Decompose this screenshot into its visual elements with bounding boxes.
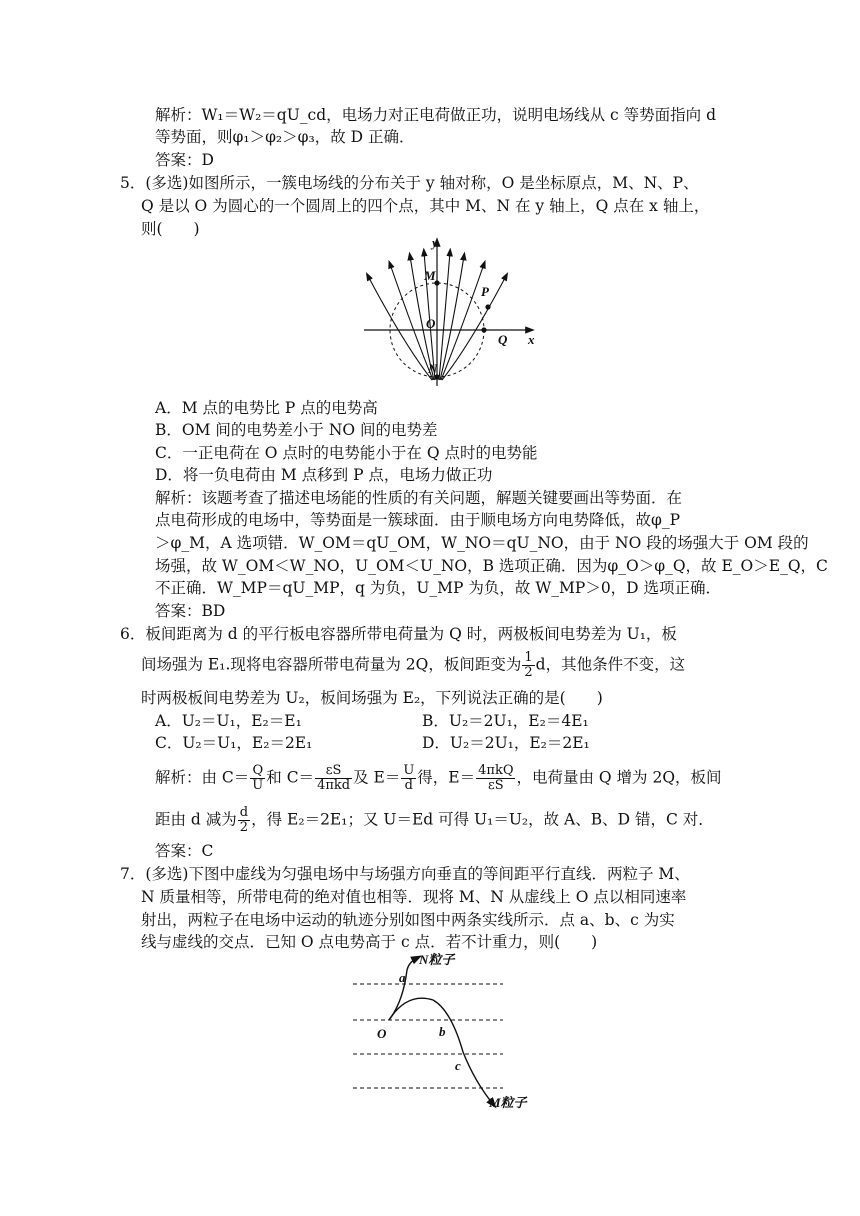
q6-stem-line2 [141, 651, 685, 680]
q7-trajectory-figure [345, 952, 545, 1112]
q6-analysis-c: 及 E＝ [353, 768, 401, 787]
q5-analysis-4: 场强，故 W_OM＜W_NO，U_OM＜U_NO，B 选项正确．因为φ_O＞φ_Q，故 E_O＞E_Q，C [155, 557, 828, 575]
q4-analysis-line1: 解析：W₁＝W₂＝qU_cd，电场力对正电荷做正功，说明电场线从 c 等势面指向 d [155, 106, 717, 124]
q4-analysis-line2: 等势面，则φ₁＞φ₂＞φ₃，故 D 正确． [155, 128, 415, 146]
q6-option-d: D．U₂＝2U₁，E₂＝2E₁ [422, 734, 590, 752]
q5-analysis-2: 点电荷形成的电场中，等势面是一簇球面．由于顺电场方向电势降低，故φ_P [155, 511, 681, 529]
q6-analysis-d: 得，E＝ [417, 768, 476, 787]
q6-stem-line2-a: 间场强为 E₁.现将电容器所带电荷量为 2Q，板间距变为 [141, 655, 522, 674]
fig7-b-label: b [439, 1024, 446, 1039]
frac-num: U [403, 763, 415, 778]
fig5-N-label: N [428, 361, 438, 376]
q7-stem-line1: 7．(多选)下图中虚线为匀强电场中与场强方向垂直的等间距平行直线．两粒子 M、 [120, 865, 690, 883]
fig5-y-label: y [432, 236, 438, 250]
q6-option-b: B．U₂＝2U₁，E₂＝4E₁ [422, 712, 589, 730]
q5-stem-line1: 5．(多选)如图所示，一簇电场线的分布关于 y 轴对称，O 是坐标原点，M、N、P、 [120, 174, 699, 192]
q6-analysis2-a: 距由 d 减为 [155, 810, 237, 829]
frac-den: 2 [239, 820, 249, 835]
formula-d-half [238, 806, 250, 835]
frac-den: 4πkd [317, 778, 351, 793]
fig7-M-label: M粒子 [489, 1095, 527, 1110]
frac-num: εS [315, 764, 352, 779]
q5-option-c: C．一正电荷在 O 点时的电势能小于在 Q 点时的电势能 [155, 444, 538, 462]
fig5-O-label: O [426, 316, 436, 331]
frac-num: d [239, 805, 249, 820]
frac-num: 1 [524, 650, 533, 665]
formula-e-result [476, 764, 515, 793]
frac-num: Q [250, 764, 265, 779]
fig7-c-label: c [455, 1058, 461, 1073]
q4-answer: 答案：D [155, 151, 214, 169]
q5-option-d: D．将一负电荷由 M 点移到 P 点，电场力做正功 [155, 466, 493, 484]
q5-analysis-3: ＞φ_M，A 选项错．W_OM＝qU_OM，W_NO＝qU_NO，由于 NO 段的场强大于 OM 段的 [155, 534, 809, 552]
fig7-O-label: O [377, 1026, 387, 1041]
q5-field-figure [360, 236, 550, 388]
q6-analysis-line1 [155, 764, 722, 793]
q6-stem-line2-b: d，其他条件不变，这 [535, 655, 686, 674]
fig7-N-label: N粒子 [419, 952, 455, 967]
frac-den: U [252, 778, 264, 793]
q7-stem-line3: 射出，两粒子在电场中运动的轨迹分别如图中两条实线所示．点 a、b、c 为实 [141, 911, 675, 929]
formula-c-eps [315, 764, 352, 793]
q7-stem-line2: N 质量相等，所带电荷的绝对值也相等．现将 M、N 从虚线上 O 点以相同速率 [141, 888, 687, 906]
q5-analysis-5: 不正确．W_MP＝qU_MP，q 为负，U_MP 为负，故 W_MP＞0，D 选项正确． [155, 579, 722, 597]
frac-den: 2 [524, 665, 533, 680]
q6-stem-line3: 时两极板间电势差为 U₂，板间场强为 E₂，下列说法正确的是( ) [141, 689, 603, 707]
q6-stem-line1: 6．板间距离为 d 的平行板电容器所带电荷量为 Q 时，两极板间电势差为 U₁，板 [120, 625, 677, 643]
formula-c-q-u [250, 764, 265, 793]
fig5-x-label: x [528, 332, 535, 347]
q6-analysis-a: 解析：由 C＝ [155, 768, 250, 787]
q6-option-a: A．U₂＝U₁，E₂＝E₁ [155, 712, 302, 730]
q6-answer: 答案：C [155, 842, 214, 860]
q5-analysis-1: 解析：该题考查了描述电场能的性质的有关问题，解题关键要画出等势面．在 [155, 489, 683, 507]
fig5-Q-label: Q [498, 332, 508, 347]
q5-stem-line2: Q 是以 O 为圆心的一个圆周上的四个点，其中 M、N 在 y 轴上，Q 点在 x 轴上， [141, 197, 710, 215]
q6-option-c: C．U₂＝U₁，E₂＝2E₁ [155, 734, 313, 752]
frac-num: 4πkQ [478, 763, 514, 778]
q6-analysis-b: 和 C＝ [266, 768, 315, 787]
fig5-P-label: P [481, 284, 489, 299]
q6-half-fraction [522, 651, 534, 680]
frac-den: d [404, 778, 413, 793]
q6-analysis-line2 [155, 806, 714, 835]
q5-stem-line3: 则( ) [141, 220, 200, 238]
q6-analysis2-b: ，得 E₂＝2E₁；又 U＝Ed 可得 U₁＝U₂，故 A、B、D 错，C 对． [251, 810, 714, 829]
fig5-M-label: M [424, 268, 436, 283]
q6-analysis-e: ，电荷量由 Q 增为 2Q，板间 [516, 768, 722, 787]
q5-option-b: B．OM 间的电势差小于 NO 间的电势差 [155, 421, 438, 439]
q5-option-a: A．M 点的电势比 P 点的电势高 [155, 399, 378, 417]
q5-answer: 答案：BD [155, 602, 226, 620]
frac-den: εS [487, 778, 504, 793]
formula-e-u-d [401, 764, 416, 793]
q7-stem-line4: 线与虚线的交点．已知 O 点电势高于 c 点．若不计重力，则( ) [141, 933, 598, 951]
fig7-a-label: a [399, 970, 406, 985]
